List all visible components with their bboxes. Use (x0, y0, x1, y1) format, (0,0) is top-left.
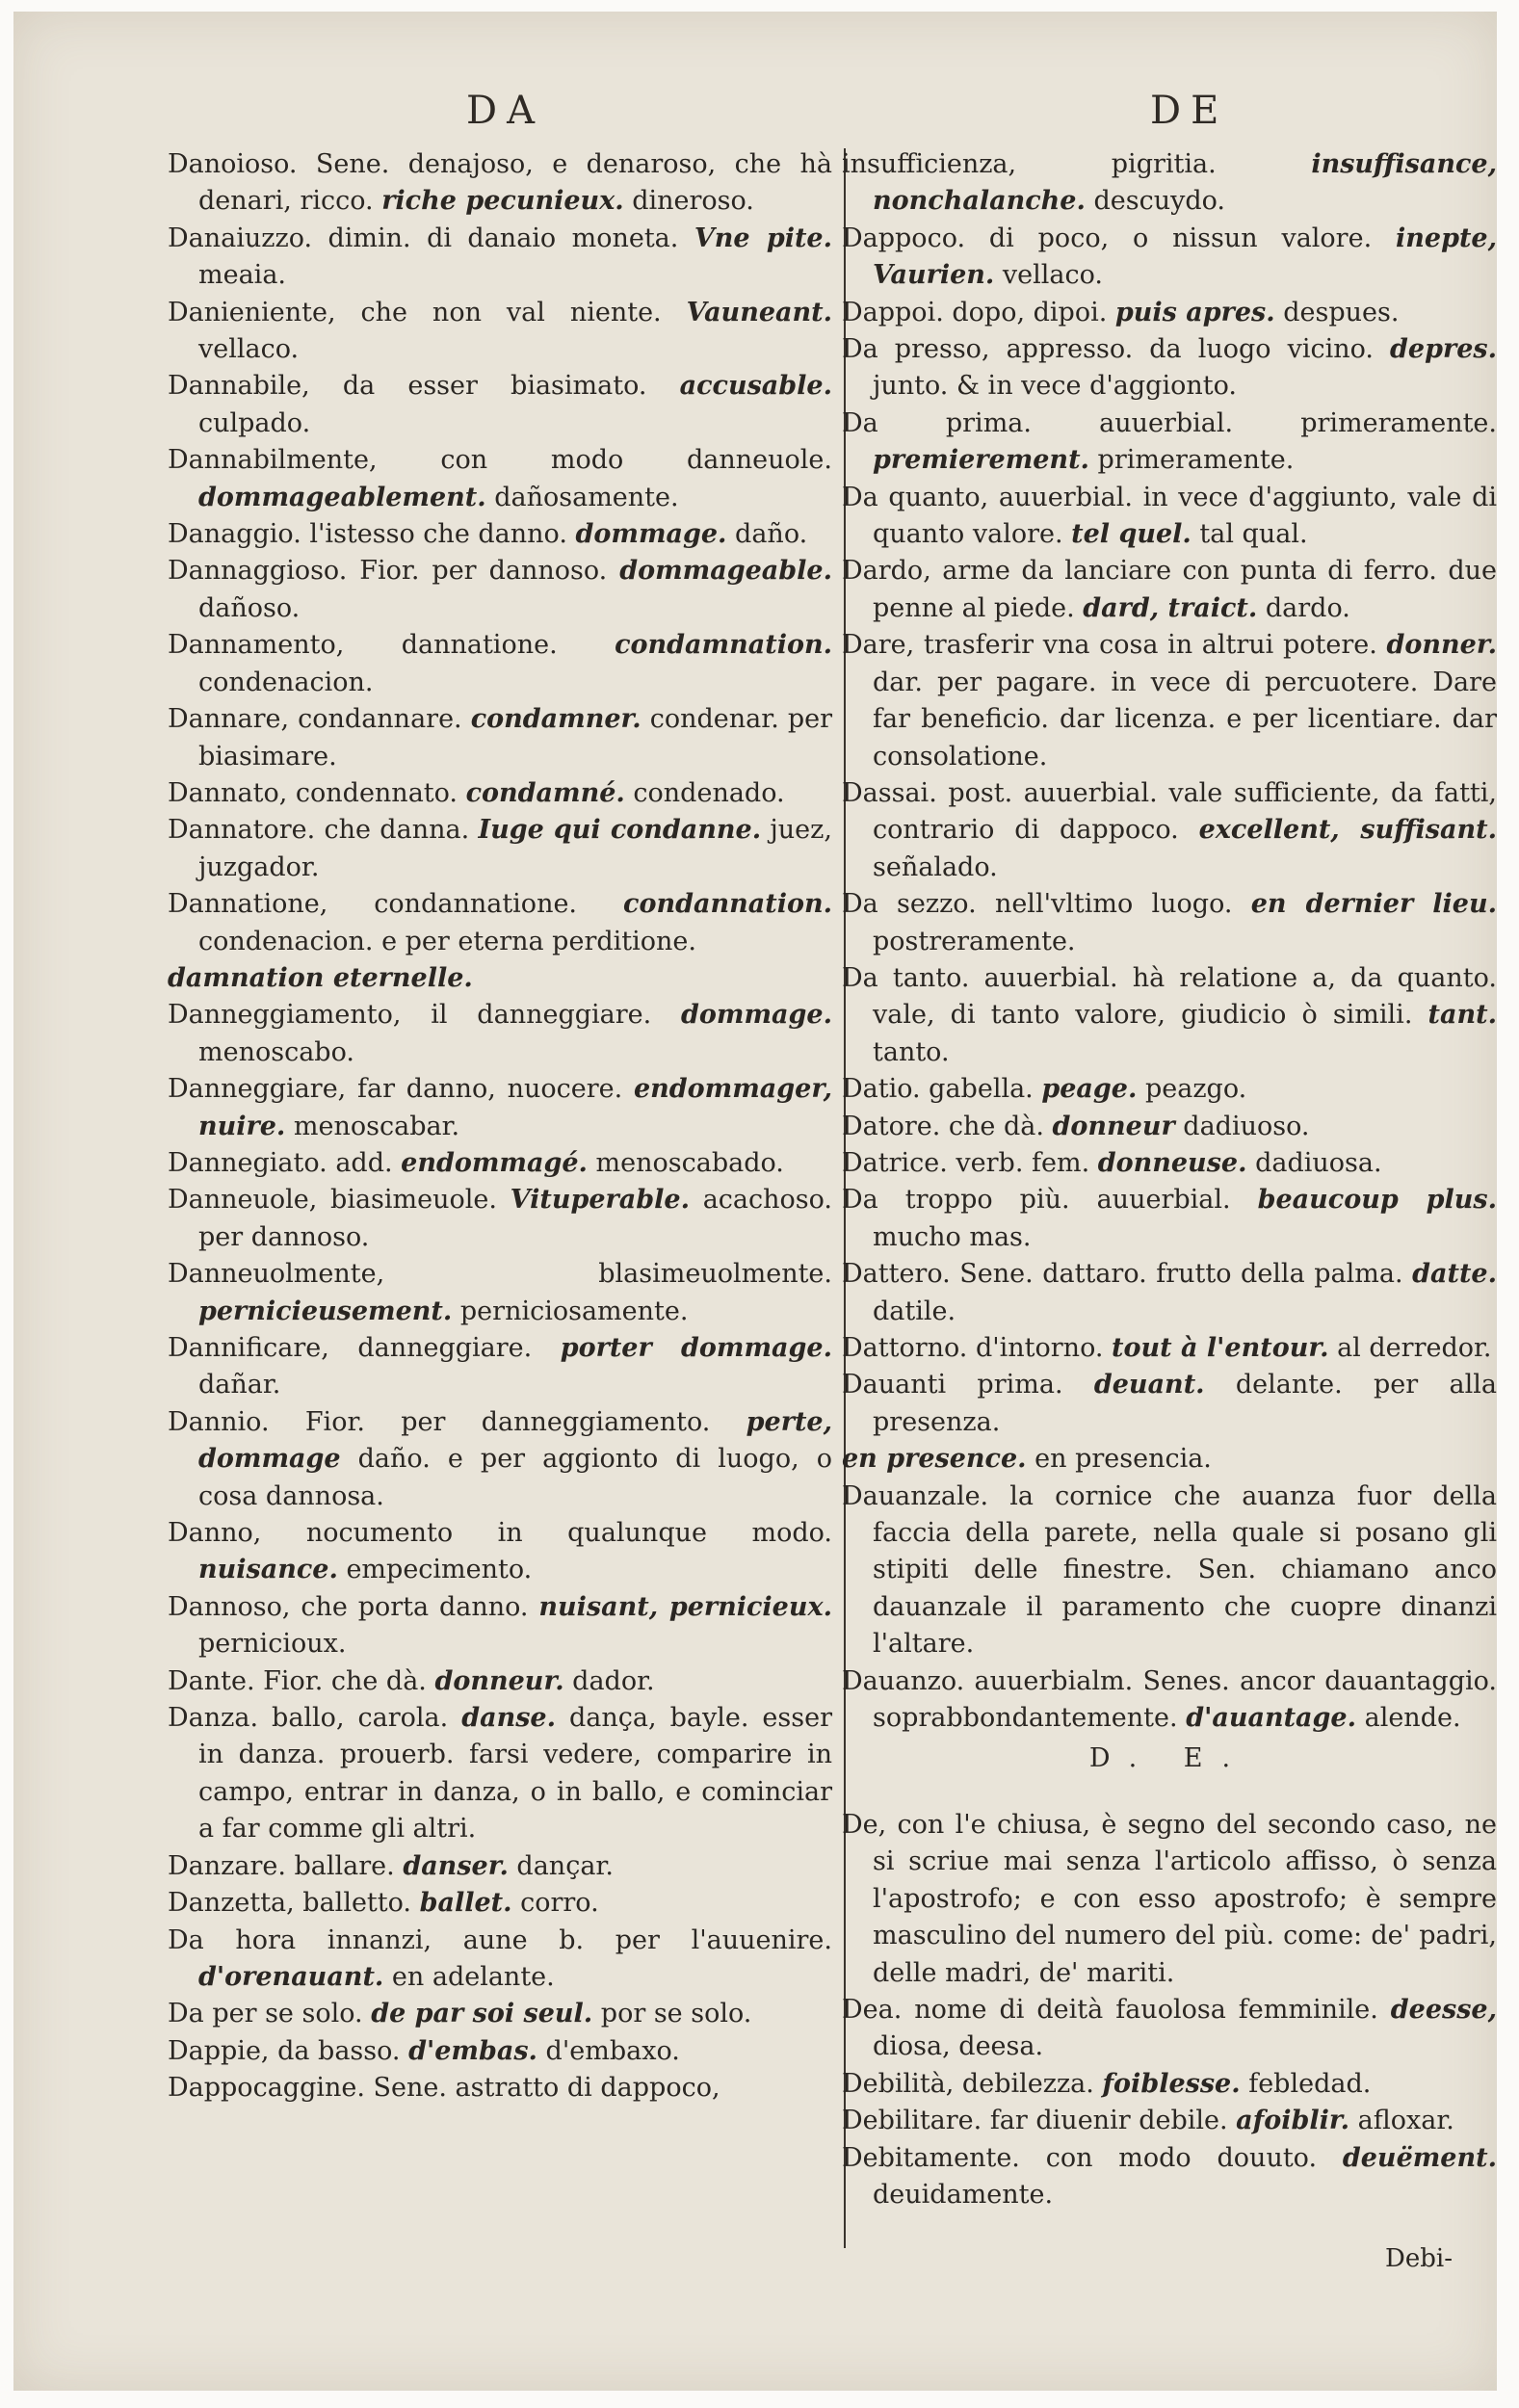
dictionary-entry (168, 1256, 832, 1330)
spanish-translation: acachoso. per dannoso. (198, 1185, 832, 1252)
spanish-translation: condenar. per biasimare. (198, 704, 833, 772)
entry-text: Dannabile, da esser biasimato. (168, 371, 680, 402)
spanish-translation: dadiuoso. (1174, 1111, 1310, 1141)
left-column-header: DA (466, 89, 544, 133)
entry-text: Danneggiamento, il danneggiare. (168, 1000, 682, 1031)
french-translation: endommagé. (401, 1147, 588, 1178)
spanish-translation: culpado. (198, 407, 311, 438)
right-column-header: DE (1150, 89, 1229, 133)
french-translation: puis apres. (1114, 297, 1275, 327)
entry-text: Datio. gabella. (842, 1074, 1042, 1105)
spanish-translation: dança, bayle. esser in danza. prouerb. farsi vedere, comparire in campo, entrar in danza, o in ballo, e cominciar a far comme gli altri. (198, 1703, 832, 1845)
spanish-translation: al derredor. (1328, 1333, 1492, 1363)
dictionary-entry (842, 1071, 1497, 1108)
french-translation: d'auantage. (1186, 1703, 1357, 1734)
dictionary-entry (842, 480, 1497, 554)
french-translation: tout à l'entour. (1112, 1333, 1329, 1363)
french-translation: danser. (403, 1850, 509, 1881)
french-translation: Vne pite. (694, 222, 833, 253)
dictionary-entry (168, 627, 832, 701)
spanish-translation: dador. (563, 1665, 655, 1696)
entry-text: De, con l'e chiusa, è segno del secondo caso, ne si scriue mai senza l'articolo affisso, ò senza l'apostrofo; e con esso apostrofo; è sempre masculino del numero del più. come: de' padri, delle madri, de' mariti. (842, 1809, 1497, 1988)
dictionary-entry (168, 701, 832, 775)
french-translation: condamner. (470, 704, 642, 735)
french-translation: dommage. (681, 1000, 832, 1031)
dictionary-entry (842, 1441, 1497, 1478)
french-translation: donneuse. (1097, 1147, 1247, 1178)
dictionary-entry (842, 1992, 1497, 2066)
french-translation: nuisant, pernicieux. (538, 1591, 832, 1622)
dictionary-entry (842, 1807, 1497, 1992)
section-heading-de: D. E. (1088, 1743, 1250, 1774)
entry-text: Dauanzo. auuerbialm. Senes. ancor dauantaggio. soprabbondantemente. (842, 1665, 1497, 1734)
dictionary-entry (842, 1479, 1497, 1663)
entry-text: Dardo, arme da lanciare con punta di ferro. due penne al piede. (842, 556, 1497, 623)
entry-text: Dannoso, che porta danno. (168, 1591, 539, 1622)
spanish-translation: deuidamente. (873, 2179, 1054, 2210)
spanish-translation: pernicioux. (198, 1629, 347, 1660)
spanish-translation: datile. (873, 1296, 956, 1326)
french-translation: d'embas. (408, 2035, 537, 2066)
entry-text: Dannamento, dannatione. (168, 630, 615, 661)
entry-text: Dauanti prima. (842, 1370, 1094, 1400)
entry-text: Dappocaggine. Sene. astratto di dappoco, (168, 2073, 720, 2104)
entry-text: Da sezzo. nell'vltimo luogo. (842, 889, 1251, 920)
french-translation: tant. (1427, 1000, 1497, 1031)
entry-text: Dassai. post. auuerbial. vale sufficiente, da fatti, contrario di dappoco. (842, 777, 1497, 846)
entry-text: Dannabilmente, con modo danneuole. (168, 445, 832, 476)
spanish-translation: dañar. (198, 1370, 281, 1400)
entry-text: Dattero. Sene. dattaro. frutto della palma. (842, 1259, 1413, 1290)
dictionary-entry (168, 812, 832, 886)
dictionary-entry (842, 886, 1497, 960)
dictionary-entry (168, 1700, 832, 1848)
entry-text: Dauanzale. la cornice che auanza fuor della faccia della parete, nella quale si posano gli stipiti delle finestre. Sen. chiamano anco dauanzale il paramento che cuopre dinanzi l'altare. (842, 1480, 1497, 1660)
spanish-translation: dardo. (1257, 592, 1350, 623)
entry-text: Danaggio. l'istesso che danno. (168, 519, 576, 550)
dictionary-entry (168, 1515, 832, 1589)
spanish-translation: menoscabo. (198, 1036, 354, 1067)
french-translation: endommager, nuire. (198, 1074, 832, 1141)
spanish-translation: empecimento. (337, 1555, 533, 1585)
spanish-translation: alende. (1356, 1703, 1461, 1734)
spanish-translation: dar. per pagare. in vece di percuotere. Dare far beneficio. dar licenza. e per licentiare. dar consolatione. (873, 667, 1497, 772)
entry-text: Danzare. ballare. (168, 1850, 404, 1881)
dictionary-entry (168, 1663, 832, 1700)
french-translation: danse. (461, 1703, 557, 1734)
entry-text: Da prima. auuerbial. primeramente. (842, 407, 1497, 438)
dictionary-entry (168, 1589, 832, 1663)
french-translation: tel quel. (1071, 519, 1192, 550)
spanish-translation: daño. e per aggionto di luogo, o cosa dannosa. (198, 1444, 832, 1511)
entry-text: Dea. nome di deità fauolosa femminile. (842, 1994, 1391, 2025)
dictionary-entry (168, 997, 832, 1071)
french-translation: datte. (1412, 1259, 1497, 1290)
dictionary-entry (168, 553, 832, 627)
spanish-translation: dañoso. (198, 592, 301, 623)
entry-text: Dannare, condannare. (168, 704, 471, 735)
entry-text: Dannegiato. add. (168, 1147, 402, 1178)
spanish-translation: juez, juzgador. (198, 815, 832, 882)
french-translation: dommage. (575, 519, 727, 550)
entry-text: Dannatione, condannatione. (168, 889, 624, 920)
french-translation: condamnation. (615, 630, 832, 661)
entry-text: Danieniente, che non val niente. (168, 297, 687, 327)
french-translation: en dernier lieu. (1250, 889, 1497, 920)
french-translation: excellent, suffisant. (1198, 815, 1497, 846)
french-translation: dard, traict. (1083, 592, 1258, 623)
entry-text: Danza. ballo, carola. (168, 1703, 462, 1734)
entry-text: Danneggiare, far danno, nuocere. (168, 1074, 634, 1105)
french-translation: deuëment. (1342, 2142, 1497, 2173)
french-translation: ballet. (419, 1888, 512, 1919)
spanish-translation: primeramente. (1088, 445, 1295, 476)
dictionary-entry (168, 1330, 832, 1404)
spanish-translation: junto. & in vece d'aggionto. (873, 371, 1237, 402)
dictionary-entry (842, 1145, 1497, 1182)
spanish-translation: corro. (511, 1888, 599, 1919)
entry-text: Dappie, da basso. (168, 2035, 409, 2066)
spanish-translation: peazgo. (1137, 1074, 1247, 1105)
dictionary-entry (168, 960, 832, 997)
dictionary-entry (842, 221, 1497, 295)
spanish-translation: dineroso. (623, 186, 754, 217)
left-column (168, 146, 832, 2107)
spanish-translation: condenacion. (198, 667, 374, 697)
entry-text: Danneuolmente, blasimeuolmente. (168, 1259, 832, 1290)
french-translation: deuant. (1093, 1370, 1205, 1400)
dictionary-entry (168, 775, 832, 812)
dictionary-entry (842, 2066, 1497, 2103)
dictionary-entry (842, 295, 1497, 331)
dictionary-entry (168, 2033, 832, 2070)
entry-text: Danoioso. Sene. denajoso, e denaroso, che hà denari, ricco. (168, 149, 832, 217)
french-translation: premierement. (873, 445, 1089, 476)
dictionary-entry (168, 1848, 832, 1885)
spanish-translation: dançar. (508, 1850, 614, 1881)
french-translation: donneur (1052, 1111, 1175, 1141)
dictionary-entry (842, 627, 1497, 775)
entry-text: Da tanto. auuerbial. hà relatione a, da quanto. vale, di tanto valore, giudicio ò simili. (842, 962, 1497, 1031)
french-translation: donneur. (434, 1665, 564, 1696)
french-translation: deesse, (1390, 1994, 1497, 2025)
french-translation: beaucoup plus. (1257, 1185, 1497, 1216)
french-translation: riche pecunieux. (381, 186, 624, 217)
dictionary-entry (168, 1145, 832, 1182)
spanish-translation: vellaco. (198, 334, 300, 365)
spanish-translation: postreramente. (873, 926, 1076, 956)
spanish-translation: perniciosamente. (452, 1296, 689, 1326)
dictionary-entry (842, 553, 1497, 627)
entry-text: Da presso, appresso. da luogo vicino. (842, 334, 1391, 365)
french-translation: dommageablement. (198, 482, 486, 512)
dictionary-entry (168, 1404, 832, 1515)
french-translation: Iuge qui condanne. (478, 815, 762, 846)
entry-text: Datrice. verb. fem. (842, 1147, 1098, 1178)
entry-text: Dare, trasferir vna cosa in altrui potere. (842, 630, 1387, 661)
french-translation: depres. (1390, 334, 1497, 365)
french-translation: damnation eternelle. (168, 962, 473, 993)
spanish-translation: daño. (726, 519, 808, 550)
spanish-translation: afloxar. (1349, 2106, 1454, 2136)
dictionary-entry (168, 368, 832, 442)
entry-text: Dappoi. dopo, dipoi. (842, 297, 1115, 327)
dictionary-entry (168, 1182, 832, 1256)
dictionary-entry (842, 2103, 1497, 2139)
dictionary-entry (842, 1256, 1497, 1330)
dictionary-entry (168, 1996, 832, 2032)
french-translation: pernicieusement. (198, 1296, 453, 1326)
spanish-translation: mucho mas. (873, 1221, 1032, 1252)
entry-text: Dannaggioso. Fior. per dannoso. (168, 556, 620, 587)
french-translation: condamné. (465, 777, 625, 808)
spanish-translation: descuydo. (1085, 186, 1225, 217)
dictionary-entry (168, 442, 832, 516)
french-translation: insuffisance, nonchalanche. (873, 149, 1497, 217)
entry-text: Da troppo più. auuerbial. (842, 1185, 1258, 1216)
dictionary-entry (842, 331, 1497, 406)
dictionary-entry (842, 1182, 1497, 1256)
dictionary-entry (168, 1071, 832, 1145)
spanish-translation: condenado. (624, 777, 785, 808)
dictionary-entry (842, 1367, 1497, 1441)
dictionary-entry (168, 1923, 832, 1997)
right-column (842, 146, 1497, 2213)
entry-text: Dattorno. d'intorno. (842, 1333, 1113, 1363)
dictionary-entry (168, 886, 832, 960)
french-translation: nuisance. (198, 1555, 338, 1585)
dictionary-page (13, 12, 1497, 2391)
dictionary-entry (842, 775, 1497, 886)
french-translation: afoiblir. (1236, 2106, 1350, 2136)
spanish-translation: despues. (1274, 297, 1400, 327)
entry-text: Dante. Fior. che dà. (168, 1665, 435, 1696)
dictionary-entry (842, 1109, 1497, 1145)
spanish-translation: tal qual. (1191, 519, 1308, 550)
french-translation: inepte, Vaurien. (873, 222, 1497, 291)
french-translation: en presence. (842, 1444, 1027, 1475)
entry-text: insufficienza, pigritia. (842, 149, 1312, 179)
entry-text: Da quanto, auuerbial. in vece d'aggiunto, vale di quanto valore. (842, 482, 1497, 550)
spanish-translation: en presencia. (1026, 1444, 1212, 1475)
dictionary-entry (842, 1330, 1497, 1367)
spanish-translation: dañosamente. (485, 482, 679, 512)
spanish-translation: meaia. (198, 260, 286, 291)
entry-text: Da per se solo. (168, 1999, 372, 2029)
dictionary-entry (168, 516, 832, 553)
dictionary-entry (168, 1885, 832, 1922)
entry-text: Dappoco. di poco, o nissun valore. (842, 222, 1396, 253)
spanish-translation: menoscabar. (285, 1111, 460, 1141)
entry-text: Danneuole, biasimeuole. (168, 1185, 511, 1216)
catchword: Debi- (1385, 2244, 1453, 2273)
spanish-translation: señalado. (873, 851, 998, 882)
spanish-translation: delante. per alla presenza. (873, 1370, 1497, 1437)
spanish-translation: dadiuosa. (1246, 1147, 1382, 1178)
french-translation: Vituperable. (510, 1185, 690, 1216)
french-translation: dommageable. (619, 556, 832, 587)
dictionary-entry (842, 1663, 1497, 1738)
entry-text: Debilità, debilezza. (842, 2068, 1103, 2099)
right-entries (842, 146, 1497, 1737)
dictionary-entry (168, 2070, 832, 2107)
french-translation: accusable. (679, 371, 832, 402)
french-translation: foiblesse. (1102, 2068, 1241, 2099)
french-translation: de par soi seul. (371, 1999, 593, 2029)
french-translation: condannation. (623, 889, 832, 920)
entry-text: Debitamente. con modo douuto. (842, 2142, 1343, 2173)
dictionary-entry (842, 2140, 1497, 2214)
entry-text: Dannato, condennato. (168, 777, 466, 808)
entry-text: Da hora innanzi, aune b. per l'auuenire. (168, 1924, 832, 1955)
entry-text: Dannificare, danneggiare. (168, 1333, 561, 1363)
dictionary-entry (168, 146, 832, 221)
entry-text: Dannio. Fior. per danneggiamento. (168, 1406, 746, 1437)
entry-text: Danaiuzzo. dimin. di danaio moneta. (168, 222, 694, 253)
french-translation: donner. (1386, 630, 1497, 661)
entry-text: Dannatore. che danna. (168, 815, 479, 846)
spanish-translation: menoscabado. (587, 1147, 784, 1178)
spanish-translation: por se solo. (592, 1999, 752, 2029)
french-translation: porter dommage. (560, 1333, 832, 1363)
dictionary-entry (842, 960, 1497, 1071)
french-translation: d'orenauant. (198, 1961, 384, 1992)
entry-text: Danzetta, balletto. (168, 1888, 420, 1919)
right-entries-de (842, 1807, 1497, 2213)
dictionary-entry (842, 406, 1497, 480)
spanish-translation: diosa, deesa. (873, 2031, 1044, 2062)
french-translation: peage. (1041, 1074, 1138, 1105)
spanish-translation: vellaco. (994, 260, 1103, 291)
entry-text: Datore. che dà. (842, 1111, 1053, 1141)
spanish-translation: d'embaxo. (537, 2035, 680, 2066)
french-translation: perte, dommage (198, 1406, 832, 1475)
dictionary-entry (168, 221, 832, 295)
spanish-translation: tanto. (873, 1036, 950, 1067)
spanish-translation: en adelante. (383, 1961, 555, 1992)
french-translation: Vauneant. (686, 297, 832, 327)
entry-text: Debilitare. far diuenir debile. (842, 2106, 1237, 2136)
dictionary-entry (168, 295, 832, 369)
spanish-translation: febledad. (1240, 2068, 1372, 2099)
dictionary-entry (842, 146, 1497, 221)
spanish-translation: condenacion. e per eterna perditione. (198, 926, 696, 956)
entry-text: Danno, nocumento in qualunque modo. (168, 1518, 832, 1549)
